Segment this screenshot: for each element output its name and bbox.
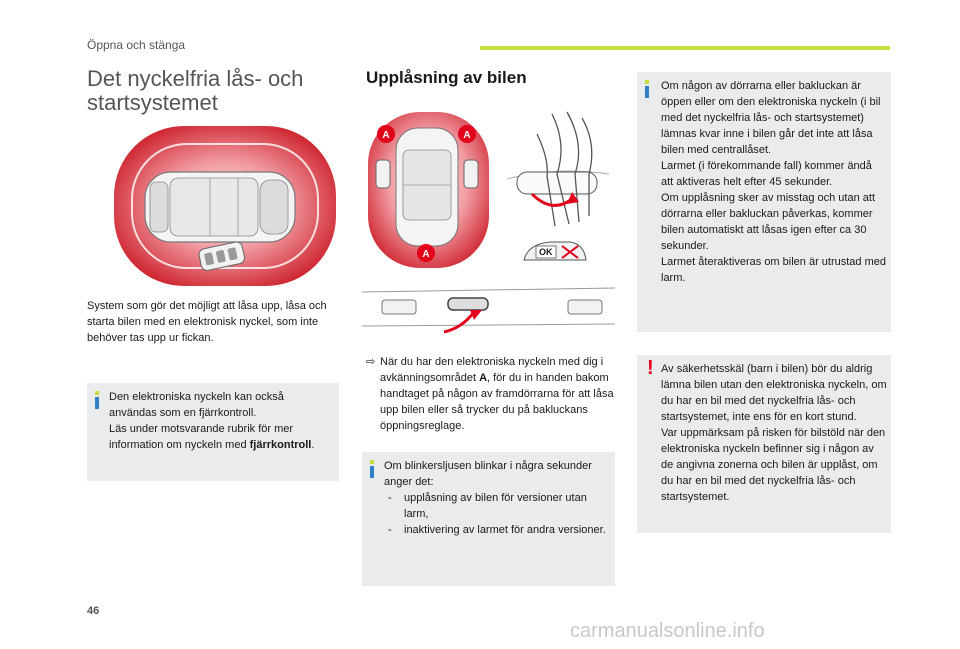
info-box-indicators — [362, 452, 615, 586]
info-remote-line2 — [109, 421, 334, 453]
info-remote-text — [109, 389, 334, 453]
info-box-locking — [637, 72, 891, 332]
info-locking-para2: Larmet (i förekommande fall) kommer ändå att aktiveras helt efter 45 sekunder. — [661, 160, 872, 188]
info-indicators-text — [384, 458, 609, 538]
car-top-view-vertical — [396, 128, 458, 246]
header-accent-bar — [480, 46, 890, 50]
car-top-view — [145, 172, 295, 242]
info-indicators-intro: Om blinkersljusen blinkar i några sekunder anger det: — [384, 460, 592, 488]
info-icon — [370, 460, 374, 478]
list-item: - inaktivering av larmet för andra versioner. — [384, 522, 609, 538]
info-locking-para1: Om någon av dörrarna eller bakluckan är öppen eller om den elektroniska nyckeln (i bil med det nyckelfria lås- och startsystemet) lämnas kvar inne i bilen går det inte att låsa bilen med centrallåset. — [661, 80, 881, 156]
intro-text: System som gör det möjligt att låsa upp, låsa och starta bilen med en elektronisk nyckel, som inte behöver tas upp ur fickan. — [87, 300, 327, 344]
page-title — [87, 67, 303, 115]
ok-label: OK — [539, 247, 553, 257]
pull-arrow — [532, 194, 572, 205]
warning-para2: Var uppmärksam på risken för bilstöld när den elektroniska nyckeln befinner sig i någon av de angivna zonerna och bilen är upplåst, om du har en bil med det nyckelfria lås- och startsystemet. — [661, 427, 886, 503]
info-remote-line2-post: . — [311, 439, 315, 451]
unlock-step-pre: När du har den elektroniska nyckeln med dig i avkänningsområdet — [380, 356, 604, 384]
zone-marker-a-front-right — [458, 125, 476, 143]
hand-door-handle-illustration — [497, 104, 615, 234]
info-remote-line2-pre: Läs under motsvarande rubrik för mer information om nyckeln med — [109, 423, 294, 451]
unlock-zones-illustration — [366, 110, 491, 270]
key-icon-left — [376, 160, 390, 188]
svg-text:A: A — [382, 130, 390, 141]
tailgate-illustration — [362, 280, 615, 340]
info-remote-line1: Den elektroniska nyckeln kan också användas som en fjärrkontroll. — [109, 391, 284, 419]
ok-badge — [520, 236, 590, 266]
svg-text:A: A — [422, 249, 430, 260]
keyless-zone-illustration — [110, 120, 340, 290]
info-locking-para3: Om upplåsning sker av misstag och utan att dörrarna eller bakluckan påverkas, kommer bilen automatiskt att låsas igen efter ca 30 sekunder. — [661, 192, 875, 252]
zone-marker-a-rear — [417, 244, 435, 262]
unlock-step-bold: A — [479, 372, 488, 384]
warning-text — [661, 361, 887, 505]
unlock-step-text — [366, 354, 616, 434]
info-box-remote — [87, 383, 339, 481]
list-item: - upplåsning av bilen för versioner utan larm, — [384, 490, 609, 522]
page-number: 46 — [87, 605, 100, 617]
section-heading: Upplåsning av bilen — [366, 68, 527, 87]
warning-para1: Av säkerhetsskäl (barn i bilen) bör du aldrig lämna bilen utan den elektroniska nyckeln, om du har en bil med det nyckelfria lås- och startsystemet, inte ens för en kort stund. — [661, 363, 887, 423]
warning-icon: ! — [647, 357, 654, 379]
unlock-step-post: , för du in handen bakom handtaget på någon av framdörrarna för att låsa upp bilen eller så trycker du på bakluckans öppningsreglage. — [380, 372, 614, 432]
title-line-2: startsystemet — [87, 90, 218, 115]
tailgate-arrow — [444, 312, 474, 332]
unlock-step — [366, 354, 616, 434]
info-icon — [645, 80, 649, 98]
info-locking-para4: Larmet återaktiveras om bilen är utrustad med larm. — [661, 256, 886, 284]
svg-text:A: A — [463, 130, 471, 141]
zone-marker-a-front-left — [377, 125, 395, 143]
title-line-1: Det nyckelfria lås- och — [87, 66, 304, 91]
step-arrow-icon: ⇨ — [366, 356, 376, 368]
info-locking-text — [661, 78, 887, 286]
info-icon — [95, 391, 99, 409]
info-remote-bold: fjärrkontroll — [249, 439, 312, 451]
watermark: carmanualsonline.info — [570, 620, 765, 642]
warning-box — [637, 355, 891, 533]
section-header: Öppna och stänga — [87, 38, 186, 52]
info-indicators-list — [384, 490, 609, 538]
key-icon-right — [464, 160, 478, 188]
